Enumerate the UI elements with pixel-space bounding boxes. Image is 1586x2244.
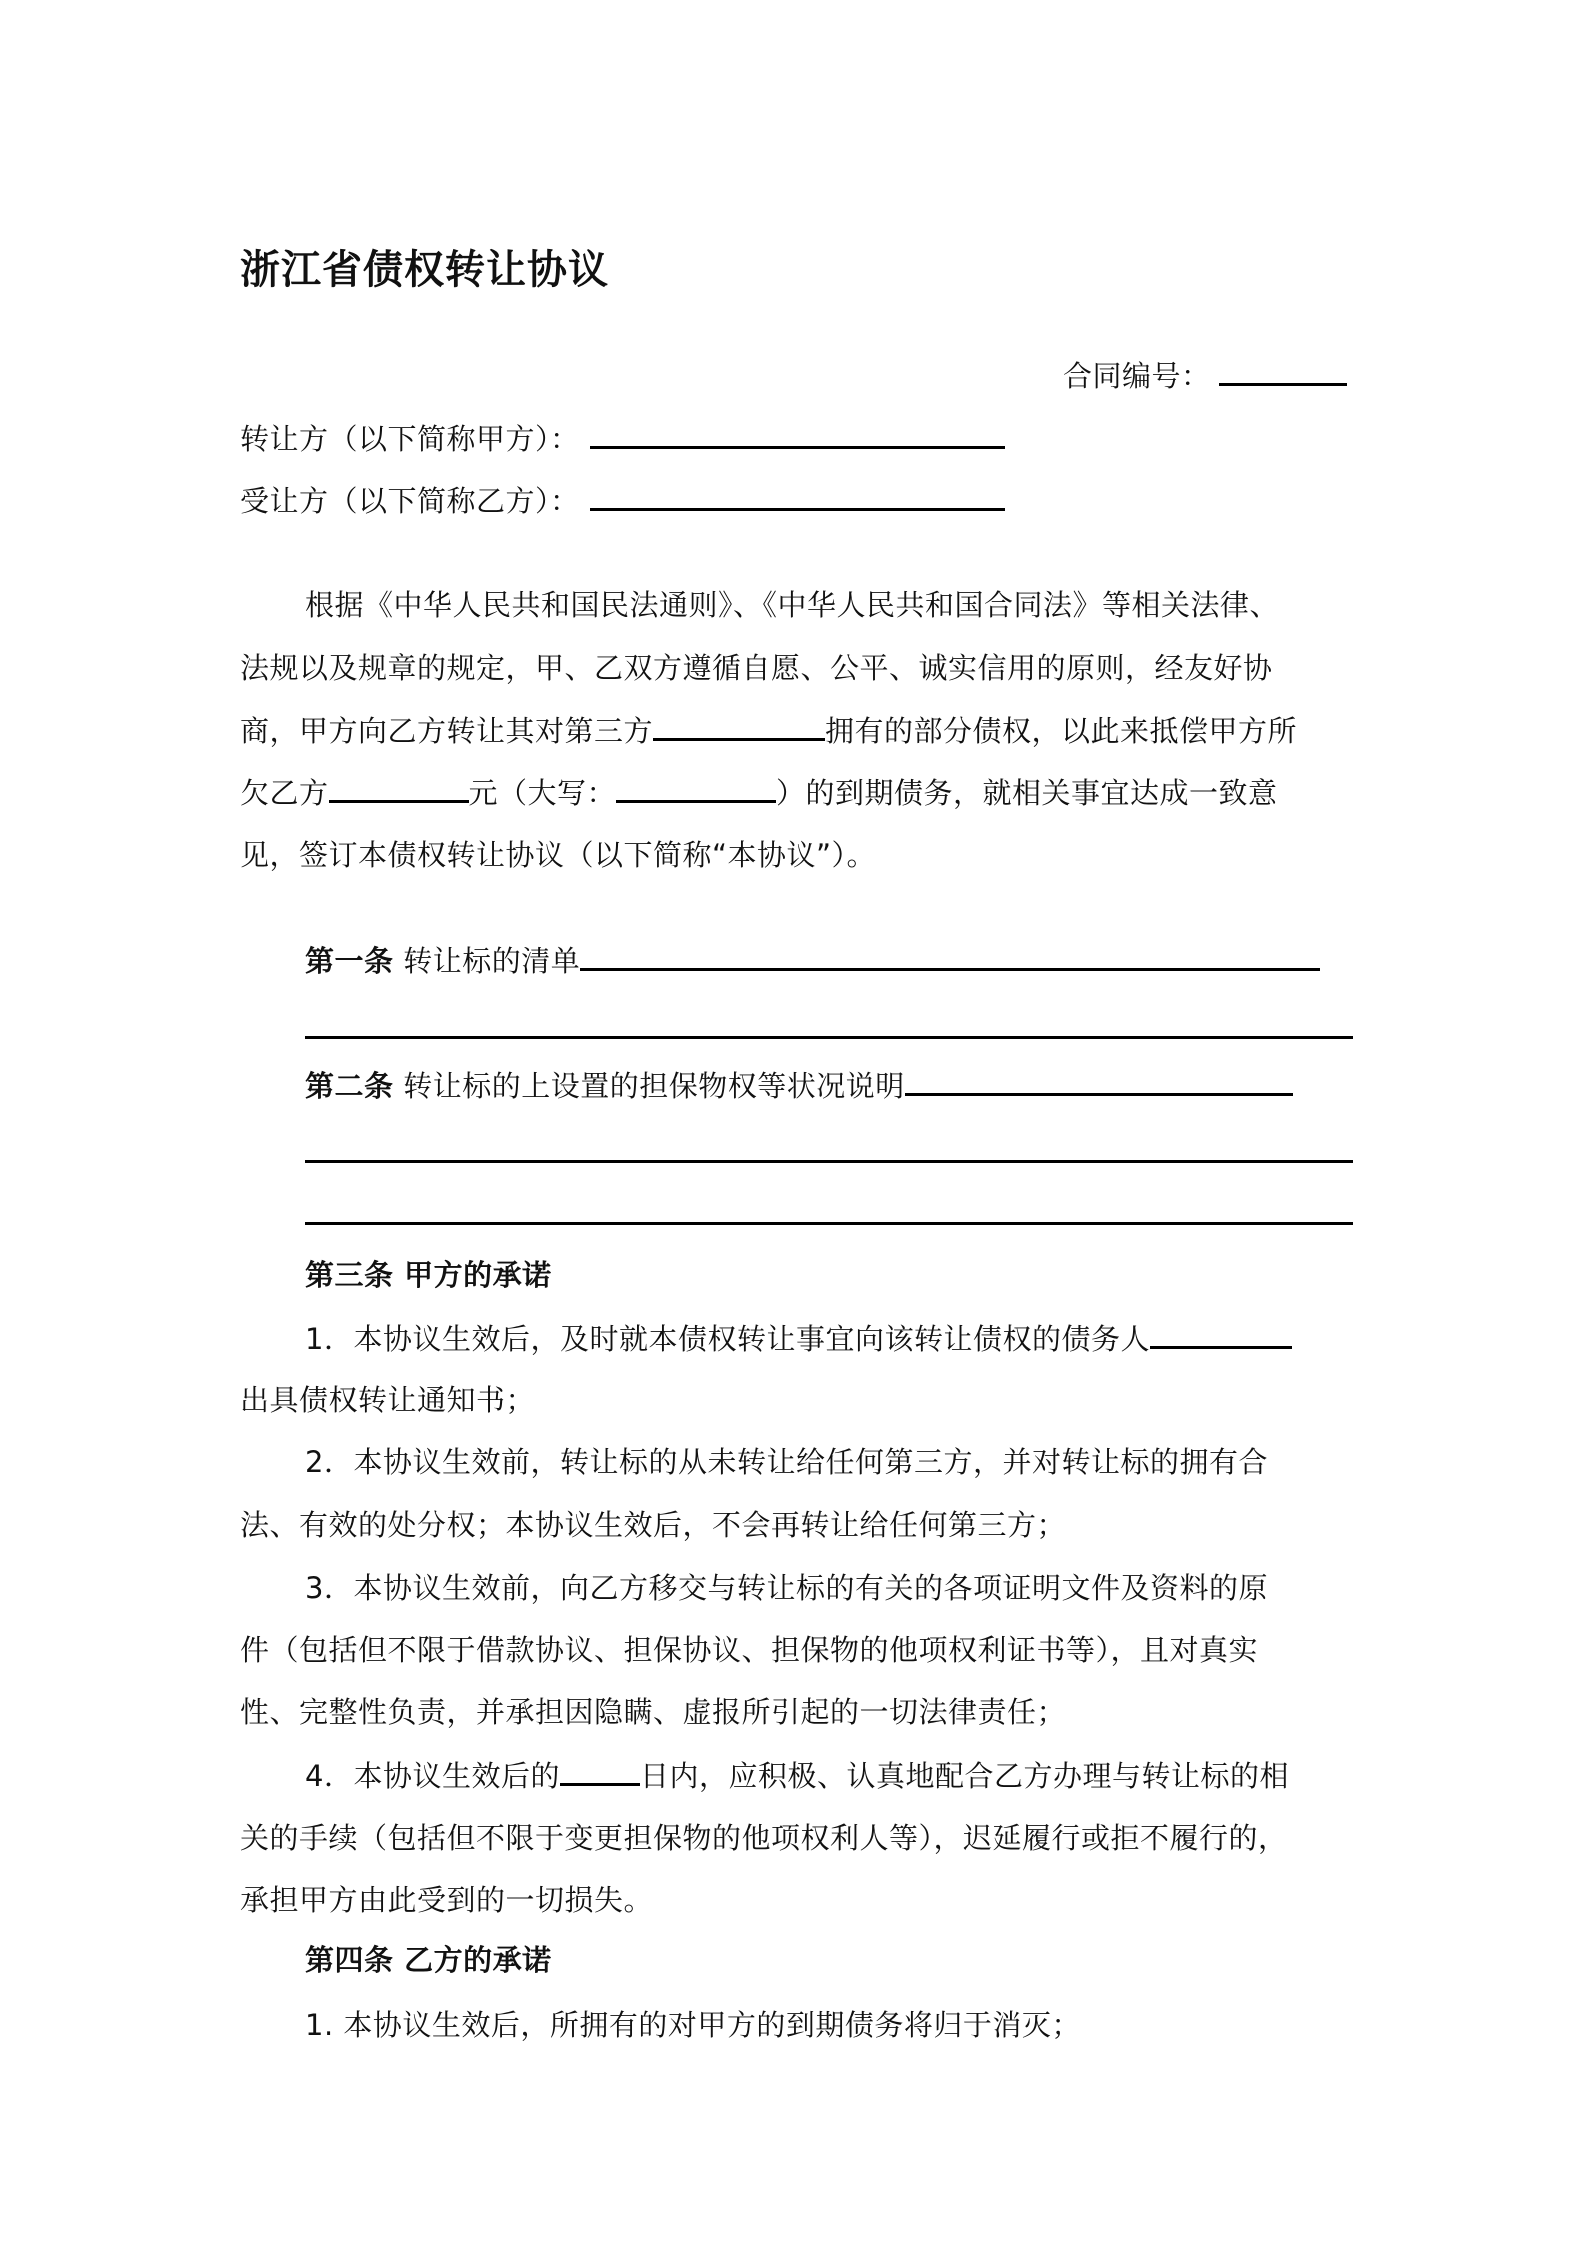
- article-3-item-4-cont: 关的手续（包括但不限于变更担保物的他项权利人等），迟延履行或拒不履行的，: [240, 1821, 1288, 1855]
- contract-number-blank[interactable]: [1219, 355, 1347, 386]
- transferor-label: 转让方（以下简称甲方）：: [240, 422, 580, 456]
- article-3-item-3-cont: 件（包括但不限于借款协议、担保协议、担保物的他项权利证书等），且对真实: [240, 1633, 1259, 1667]
- preamble-line-3: [240, 710, 1297, 751]
- item-text: 日内，应积极、认真地配合乙方办理与转让标的相: [639, 1759, 1289, 1793]
- article-1-text: 转让标的清单: [403, 944, 581, 978]
- amount-blank[interactable]: [329, 772, 469, 803]
- article-3-item-2: 2．本协议生效前，转让标的从未转让给任何第三方，并对转让标的拥有合: [305, 1445, 1268, 1479]
- article-2-blank-line[interactable]: [305, 1222, 1353, 1225]
- preamble-text: 元（大写：: [468, 776, 617, 810]
- article-3-item-2-cont: 法、有效的处分权；本协议生效后，不会再转让给任何第三方；: [240, 1508, 1067, 1542]
- third-party-blank[interactable]: [653, 710, 825, 741]
- preamble-line-1: 根据《中华人民共和国民法通则》、《中华人民共和国合同法》等相关法律、: [305, 588, 1280, 622]
- preamble-text: 拥有的部分债权，以此来抵偿甲方所: [825, 714, 1298, 748]
- article-4-heading: 第四条 乙方的承诺: [305, 1943, 552, 1977]
- article-4-item-1: 1. 本协议生效后，所拥有的对甲方的到期债务将归于消灭；: [305, 2008, 1081, 2042]
- article-2-blank[interactable]: [905, 1065, 1293, 1096]
- days-blank[interactable]: [560, 1755, 640, 1786]
- transferor-blank[interactable]: [590, 418, 1005, 449]
- article-2: [305, 1065, 1293, 1106]
- preamble-line-5: 见，签订本债权转让协议（以下简称“本协议”）。: [240, 838, 877, 872]
- article-1-blank[interactable]: [580, 940, 1320, 971]
- article-1-heading: 第一条: [305, 944, 394, 978]
- article-3-item-4: [305, 1755, 1289, 1796]
- article-1-blank-line[interactable]: [305, 1036, 1353, 1039]
- preamble-line-4: [240, 772, 1278, 813]
- amount-in-words-blank[interactable]: [616, 772, 776, 803]
- article-3-item-3: 3．本协议生效前，向乙方移交与转让标的有关的各项证明文件及资料的原: [305, 1571, 1268, 1605]
- preamble-text: 商，甲方向乙方转让其对第三方: [240, 714, 654, 748]
- document-title: 浙江省债权转让协议: [240, 247, 609, 293]
- article-3-heading: 第三条 甲方的承诺: [305, 1258, 552, 1292]
- article-3-item-3-cont: 性、完整性负责，并承担因隐瞒、虚报所引起的一切法律责任；: [240, 1695, 1067, 1729]
- preamble-text: 欠乙方: [240, 776, 329, 810]
- article-1: [305, 940, 1320, 981]
- transferee-label: 受让方（以下简称乙方）：: [240, 484, 580, 518]
- article-3-item-4-cont: 承担甲方由此受到的一切损失。: [240, 1883, 654, 1917]
- item-text: 1．本协议生效后，及时就本债权转让事宜向该转让债权的债务人: [305, 1322, 1150, 1356]
- article-3-item-1-cont: 出具债权转让通知书；: [240, 1383, 536, 1417]
- transferor-field: [240, 418, 1005, 459]
- contract-number-field: [1063, 355, 1347, 396]
- article-2-blank-line[interactable]: [305, 1160, 1353, 1163]
- article-3-item-1: [305, 1318, 1292, 1359]
- transferee-blank[interactable]: [590, 480, 1005, 511]
- contract-number-label: 合同编号：: [1063, 359, 1211, 393]
- preamble-text: ）的到期债务，就相关事宜达成一致意: [776, 776, 1278, 810]
- preamble-line-2: 法规以及规章的规定，甲、乙双方遵循自愿、公平、诚实信用的原则，经友好协: [240, 651, 1273, 685]
- transferee-field: [240, 480, 1005, 521]
- article-2-heading: 第二条: [305, 1069, 394, 1103]
- debtor-blank[interactable]: [1150, 1318, 1292, 1349]
- article-2-text: 转让标的上设置的担保物权等状况说明: [403, 1069, 905, 1103]
- item-text: 4．本协议生效后的: [305, 1759, 560, 1793]
